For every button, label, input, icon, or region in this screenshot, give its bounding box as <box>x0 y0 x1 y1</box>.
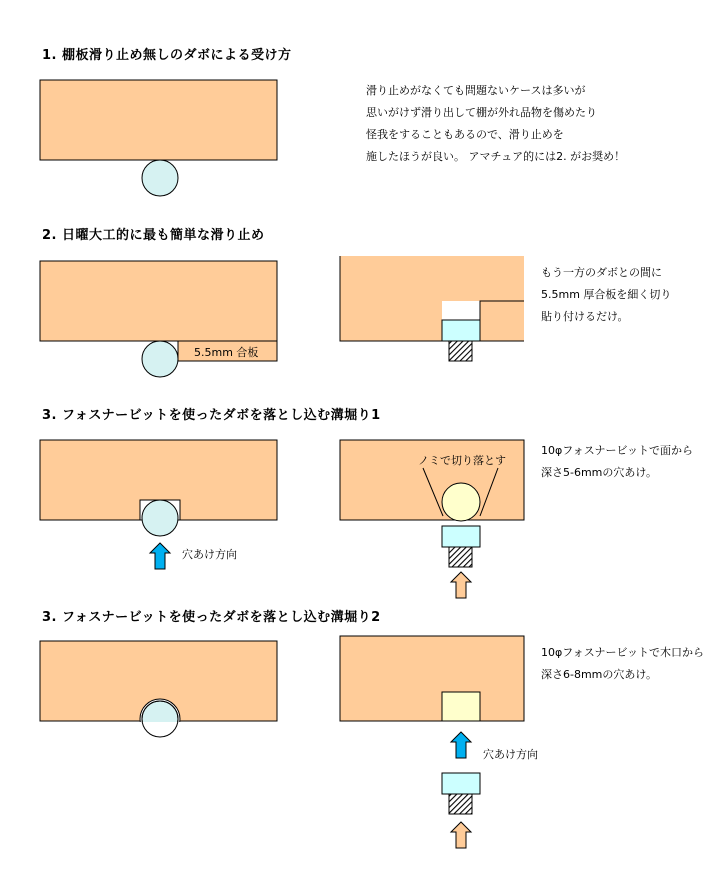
fostner-hole <box>442 483 480 521</box>
note-line: 滑り止めがなくても問題ないケースは多いが <box>366 84 586 97</box>
board-fill <box>340 256 524 301</box>
bit-hatch <box>449 547 472 567</box>
shelf-board <box>40 80 277 160</box>
arrow-up-blue <box>451 732 471 758</box>
note-line: 5.5mm 厚合板を細く切り <box>541 288 672 301</box>
note-line: もう一方のダボとの間に <box>541 266 662 279</box>
section-1-title: 1. 棚板滑り止め無しのダボによる受け方 <box>42 48 292 63</box>
plywood-label: 5.5mm 合板 <box>194 346 259 359</box>
dowel-side <box>442 320 480 341</box>
shelf-board <box>340 636 524 721</box>
fostner-hole <box>442 692 480 721</box>
note-line: 10φフォスナービットで面から <box>541 444 694 457</box>
dowel <box>142 500 178 536</box>
chisel-label: ノミで切り落とす <box>418 454 506 467</box>
board-mask <box>139 722 181 742</box>
section-3-title: 3. フォスナービットを使ったダボを落とし込む溝堀り1 <box>42 408 381 423</box>
dowel <box>142 341 178 377</box>
note-line: 貼り付けるだけ。 <box>541 310 629 323</box>
note-line: 深さ6-8mmの穴あけ。 <box>541 668 657 681</box>
shelf-board <box>40 261 277 341</box>
bit-body <box>442 773 480 794</box>
drill-direction-label: 穴あけ方向 <box>182 548 237 561</box>
note-line: 施したほうが良い。 アマチュア的には2. がお奨め！ <box>366 150 626 163</box>
note-line: 深さ5-6mmの穴あけ。 <box>541 466 657 479</box>
arrow-up-orange <box>451 572 471 598</box>
bit-hatch <box>449 794 472 814</box>
bit-body <box>442 526 480 547</box>
section-4-title: 3. フォスナービットを使ったダボを落とし込む溝堀り2 <box>42 610 381 625</box>
dowel-hatch <box>449 341 472 361</box>
board-fill <box>340 300 442 341</box>
note-line: 怪我をすることもあるので、滑り止めを <box>366 128 564 141</box>
arrow-up-blue <box>150 543 170 569</box>
drill-direction-label: 穴あけ方向 <box>483 748 538 761</box>
note-line: 10φフォスナービットで木口から <box>541 646 705 659</box>
arrow-up-orange <box>451 822 471 848</box>
note-line: 思いがけず滑り出して棚が外れ品物を傷めたり <box>366 106 597 119</box>
section-2-title: 2. 日曜大工的に最も簡単な滑り止め <box>42 228 265 243</box>
dowel <box>142 160 178 196</box>
